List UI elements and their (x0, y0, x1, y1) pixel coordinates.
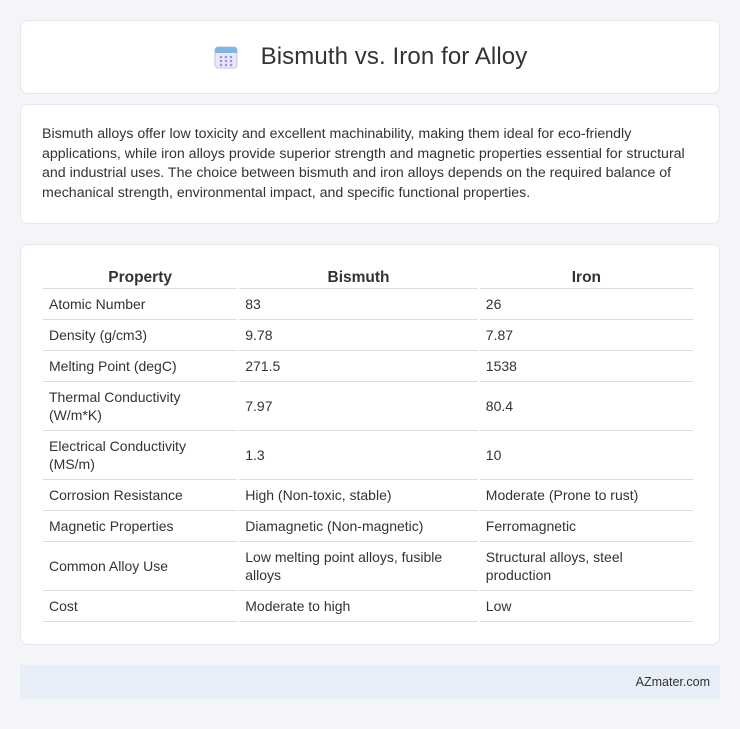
table-row (43, 511, 693, 542)
table-row (43, 542, 693, 591)
property-cell: Melting Point (degC) (43, 351, 237, 382)
iron-cell: Structural alloys, steel production (480, 542, 693, 591)
bismuth-cell: 7.97 (239, 382, 478, 431)
table-row (43, 289, 693, 320)
iron-cell: 26 (480, 289, 693, 320)
property-cell: Common Alloy Use (43, 542, 237, 591)
bismuth-cell: Low melting point alloys, fusible alloys (239, 542, 478, 591)
property-cell: Electrical Conductivity (MS/m) (43, 431, 237, 480)
iron-cell: Low (480, 591, 693, 622)
table-row (43, 480, 693, 511)
table-row (43, 351, 693, 382)
iron-cell: Moderate (Prone to rust) (480, 480, 693, 511)
intro-card (20, 104, 720, 224)
table-row (43, 431, 693, 480)
bismuth-cell: Moderate to high (239, 591, 478, 622)
intro-text: Bismuth alloys offer low toxicity and excellent machinability, making them ideal for eco-friendly applications, while iron alloys provide superior strength and magnetic properties essential for structural and industrial uses. The choice between bismuth and iron alloys depends on the required balance of mechanical strength, environmental impact, and specific functional properties. (42, 126, 685, 201)
property-cell: Thermal Conductivity (W/m*K) (43, 382, 237, 431)
comparison-table (41, 267, 695, 622)
iron-cell: 80.4 (480, 382, 693, 431)
property-cell: Cost (43, 591, 237, 622)
table-card (20, 244, 720, 645)
iron-cell: 1538 (480, 351, 693, 382)
iron-cell: Ferromagnetic (480, 511, 693, 542)
table-row (43, 320, 693, 351)
iron-cell: 7.87 (480, 320, 693, 351)
property-cell: Density (g/cm3) (43, 320, 237, 351)
calendar-icon (213, 44, 239, 70)
table-header-row (43, 267, 693, 289)
table-row (43, 382, 693, 431)
iron-cell: 10 (480, 431, 693, 480)
title-card (20, 20, 720, 94)
property-cell: Magnetic Properties (43, 511, 237, 542)
page-title: Bismuth vs. Iron for Alloy (260, 43, 528, 70)
property-cell: Corrosion Resistance (43, 480, 237, 511)
column-header-property: Property (43, 267, 237, 289)
footer (20, 665, 720, 699)
footer-credit: AZmater.com (635, 675, 710, 689)
bismuth-cell: 9.78 (239, 320, 478, 351)
property-cell: Atomic Number (43, 289, 237, 320)
title-wrap (213, 43, 528, 71)
column-header-bismuth: Bismuth (239, 267, 478, 289)
bismuth-cell: 271.5 (239, 351, 478, 382)
bismuth-cell: Diamagnetic (Non-magnetic) (239, 511, 478, 542)
bismuth-cell: High (Non-toxic, stable) (239, 480, 478, 511)
bismuth-cell: 1.3 (239, 431, 478, 480)
column-header-iron: Iron (480, 267, 693, 289)
table-row (43, 591, 693, 622)
bismuth-cell: 83 (239, 289, 478, 320)
